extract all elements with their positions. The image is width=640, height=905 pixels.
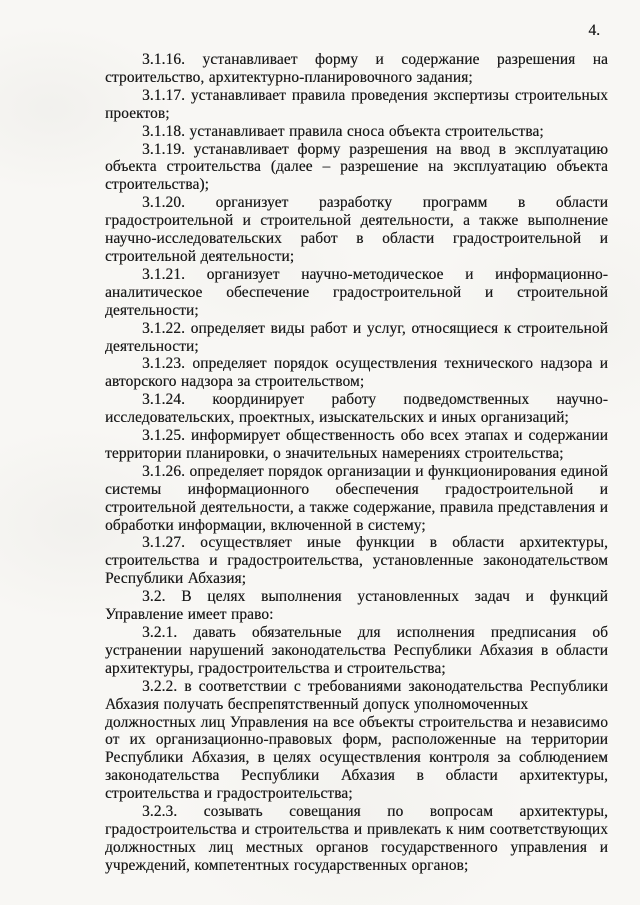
- document-paragraph: 3.2.3. созывать совещания по вопросам архитектуры, градостроительства и строительства и привлекать к ним соответствующих должностных лиц местных органов государственного управления и учреждений, компетентных государственных органов;: [105, 803, 608, 874]
- document-paragraph: 3.1.16. устанавливает форму и содержание разрешения на строительство, архитектурно-планировочного задания;: [105, 51, 608, 86]
- document-paragraph: 3.1.24. координирует работу подведомственных научно-исследовательских, проектных, изыскательских и иных организаций;: [105, 391, 608, 427]
- document-paragraph: 3.1.19. устанавливает форму разрешения на ввод в эксплуатацию объекта строительства (далее – разрешение на эксплуатацию объекта строительства);: [105, 140, 608, 194]
- document-paragraph: 3.1.17. устанавливает правила проведения экспертизы строительных проектов;: [105, 86, 608, 122]
- document-paragraph: 3.1.27. осуществляет иные функции в области архитектуры, строительства и градостроительства, установленные законодательством Республики Абхазия;: [105, 534, 608, 588]
- document-body: [105, 51, 608, 875]
- page-number: 4.: [588, 22, 600, 39]
- document-paragraph: 3.2.2. в соответствии с требованиями законодательства Республики Абхазия получать беспрепятственный допуск уполномоченных: [105, 677, 608, 713]
- document-paragraph: 3.1.20. организует разработку программ в области градостроительной и строительной деятельности, а также выполнение научно-исследовательских работ в области градостроительной и строительной деятельности;: [105, 194, 608, 265]
- document-paragraph: 3.1.25. информирует общественность обо всех этапах и содержании территории планировки, о значительных намерениях строительства;: [105, 427, 608, 462]
- document-paragraph: 3.1.18. устанавливает правила сноса объекта строительства;: [142, 122, 544, 140]
- document-paragraph: 3.1.22. определяет виды работ и услуг, относящиеся к строительной деятельности;: [105, 319, 608, 355]
- document-paragraph: 3.2. В целях выполнения установленных задач и функций Управление имеет право:: [105, 588, 608, 624]
- document-paragraph: 3.1.26. определяет порядок организации и функционирования единой системы информационного обеспечения градостроительной и строительной деятельности, а также содержание, правила представления и обработки информации, включенной в систему;: [105, 462, 608, 534]
- document-paragraph: должностных лиц Управления на все объекты строительства и независимо от их организационно-правовых форм, расположенные на территории Республики Абхазия, в целях осуществления контроля за соблюдением законодательства Республики Абхазия в области архитектуры, строительства и градостроительства;: [105, 713, 608, 803]
- document-paragraph: 3.2.1. давать обязательные для исполнения предписания об устранении нарушений законодательства Республики Абхазия в области архитектуры, градостроительства и строительства;: [105, 624, 608, 677]
- document-paragraph: 3.1.23. определяет порядок осуществления технического надзора и авторского надзора за строительством;: [105, 355, 608, 391]
- document-paragraph: 3.1.21. организует научно-методическое и информационно-аналитическое обеспечение градостроительной и строительной деятельности;: [105, 265, 608, 319]
